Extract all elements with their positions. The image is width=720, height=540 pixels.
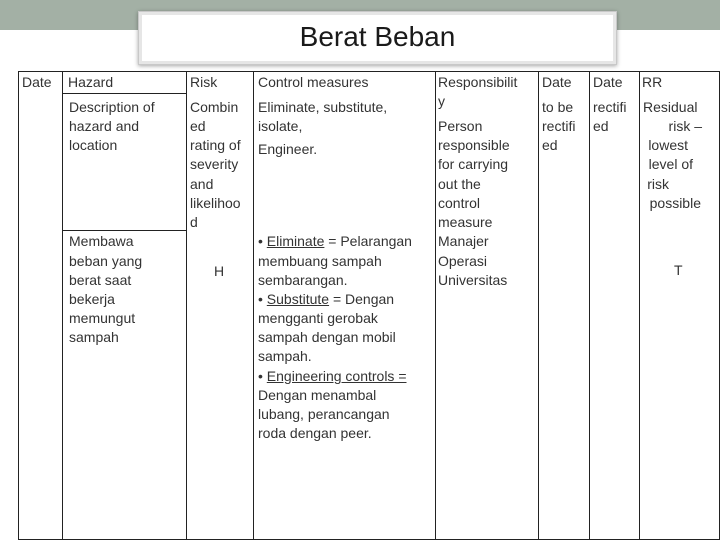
text-line: severity (190, 156, 239, 172)
header-hazard: Hazard (68, 74, 114, 90)
page-title: Berat Beban (299, 21, 456, 52)
text-line: Combin (190, 99, 239, 115)
eliminate-term: Eliminate (266, 233, 325, 249)
text-line: berat saat (69, 272, 132, 288)
text-line: Person (438, 118, 483, 134)
text-line: Eliminate, substitute, (258, 99, 388, 115)
text-line: mengganti gerobak (258, 310, 378, 326)
text-line: Manajer (438, 233, 489, 249)
row-divider (62, 93, 186, 94)
column-divider (253, 71, 254, 540)
header-line: ed (593, 118, 609, 134)
text-line: sampah dengan mobil (258, 329, 396, 345)
text-line: roda dengan peer. (258, 425, 372, 441)
text-line: hazard and (69, 118, 140, 134)
text-line: for carrying (438, 156, 509, 172)
text-line: responsible (438, 137, 510, 153)
column-divider (639, 71, 640, 540)
text-line: • Engineering controls = (258, 368, 407, 384)
text-line: lubang, perancangan (258, 406, 390, 422)
text-line: Engineer. (258, 141, 318, 157)
text-line: membuang sampah (258, 253, 382, 269)
text-line: bekerja (69, 291, 115, 307)
header-line: Date (593, 74, 623, 90)
residual-risk-cell: T (674, 262, 683, 278)
header-risk: Risk (190, 74, 218, 90)
text-line: ed (190, 118, 206, 134)
text-line: rating of (190, 137, 241, 153)
header-date: Date (22, 74, 52, 90)
substitute-term: Substitute (266, 291, 330, 307)
text-line: memungut (69, 310, 136, 326)
column-divider (62, 71, 63, 540)
text-line: lowest (648, 137, 688, 153)
text-line: Dengan menambal (258, 387, 377, 403)
text-line: sampah (69, 329, 119, 345)
text-line: d (190, 214, 198, 230)
text-line: risk – (668, 118, 702, 134)
text-line: • Substitute = Dengan (258, 291, 395, 307)
header-line: Responsibilit (438, 74, 518, 90)
text-line: • Eliminate = Pelarangan (258, 233, 412, 249)
header-line: y (438, 93, 445, 109)
column-divider (589, 71, 590, 540)
text-line: control (438, 195, 481, 211)
header-line: rectifi (593, 99, 627, 115)
text-line: out the (438, 176, 481, 192)
text-line: Universitas (438, 272, 508, 288)
text-line: sampah. (258, 348, 312, 364)
column-divider (186, 71, 187, 540)
substitute-text: = Dengan (329, 291, 395, 307)
engineering-term: Engineering controls = (266, 368, 407, 384)
text-line: possible (649, 195, 701, 211)
text-line: risk (647, 176, 669, 192)
text-line: isolate, (258, 118, 303, 134)
text-line: sembarangan. (258, 272, 348, 288)
title-box (138, 11, 617, 65)
text-line: likelihoo (190, 195, 241, 211)
eliminate-text: = Pelarangan (324, 233, 412, 249)
text-line: Membawa (69, 233, 134, 249)
text-line: Description of (69, 99, 155, 115)
header-line: Date (542, 74, 572, 90)
header-control-measures: Control measures (258, 74, 369, 90)
column-divider (435, 71, 436, 540)
header-line: ed (542, 137, 558, 153)
risk-rating-cell: H (214, 263, 225, 279)
column-divider (538, 71, 539, 540)
text-line: level of (648, 156, 693, 172)
row-divider (62, 230, 186, 231)
text-line: Operasi (438, 253, 488, 269)
header-line: to be (542, 99, 574, 115)
text-line: and (190, 176, 214, 192)
text-line: Residual (643, 99, 698, 115)
text-line: beban yang (69, 253, 143, 269)
text-line: location (69, 137, 118, 153)
text-line: measure (438, 214, 493, 230)
header-rr: RR (642, 74, 663, 90)
header-line: rectifi (542, 118, 576, 134)
